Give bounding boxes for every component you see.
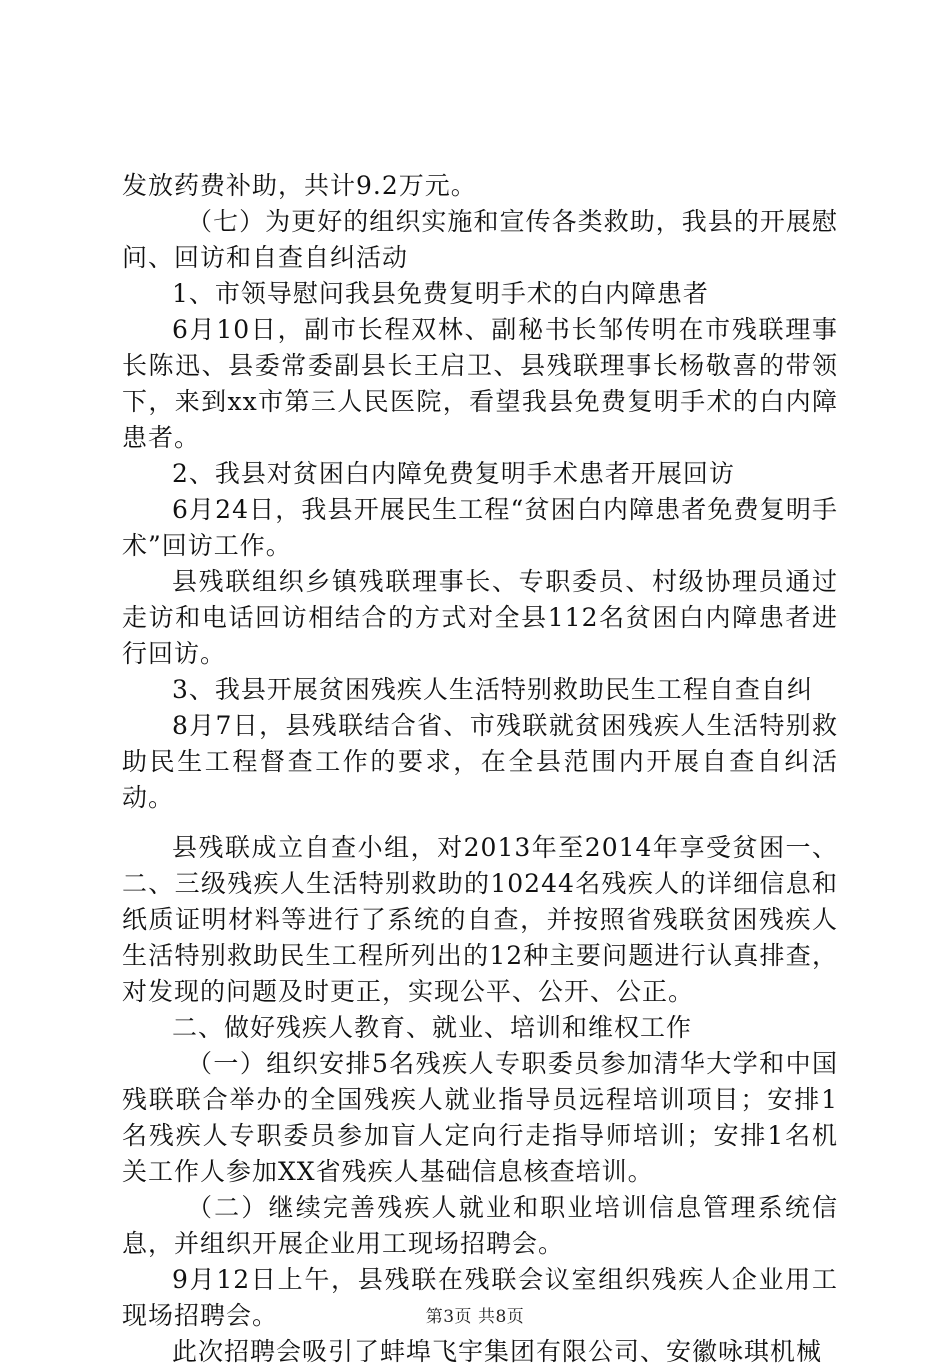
paragraph-item-1-body: 6月10日，副市长程双林、副秘书长邹传明在市残联理事长陈迅、县委常委副县长王启卫、县残联理事长杨敬喜的带领下，来到xx市第三人民医院，看望我县免费复明手术的白内障患者。 bbox=[122, 315, 838, 452]
document-body bbox=[122, 168, 838, 1370]
paragraph-section-two-heading: 二、做好残疾人教育、就业、培训和维权工作 bbox=[172, 1013, 693, 1042]
paragraph-subsection-two: （二）继续完善残疾人就业和职业培训信息管理系统信息，并组织开展企业用工现场招聘会。 bbox=[122, 1193, 838, 1258]
paragraph-self-check: 县残联成立自查小组，对2013年至2014年享受贫困一、二、三级残疾人生活特别救助的10244名残疾人的详细信息和纸质证明材料等进行了系统的自查，并按照省残联贫困残疾人生活特别救助民生工程所列出的12种主要问题进行认真排查，对发现的问题及时更正，实现公平、公开、公正。 bbox=[122, 833, 838, 1006]
paragraph-item-2-heading: 2、我县对贫困白内障免费复明手术患者开展回访 bbox=[172, 459, 735, 488]
paragraph-item-3-heading: 3、我县开展贫困残疾人生活特别救助民生工程自查自纠 bbox=[172, 675, 813, 704]
paragraph-item-2-detail: 县残联组织乡镇残联理事长、专职委员、村级协理员通过走访和电话回访相结合的方式对全县112名贫困白内障患者进行回访。 bbox=[122, 567, 838, 668]
page-number-footer: 第3页 共8页 bbox=[425, 1307, 525, 1327]
paragraph-item-1-heading: 1、市领导慰问我县免费复明手术的白内障患者 bbox=[172, 279, 709, 308]
paragraph-job-fair-detail: 此次招聘会吸引了蚌埠飞宇集团有限公司、安徽咏琪机械 bbox=[172, 1337, 823, 1366]
paragraph-continuation: 发放药费补助，共计9.2万元。 bbox=[122, 171, 477, 200]
paragraph-gap bbox=[122, 816, 838, 830]
paragraph-section-seven: （七）为更好的组织实施和宣传各类救助，我县的开展慰问、回访和自查自纠活动 bbox=[122, 207, 838, 272]
paragraph-item-3-body: 8月7日，县残联结合省、市残联就贫困残疾人生活特别救助民生工程督查工作的要求，在全县范围内开展自查自纠活动。 bbox=[122, 711, 838, 812]
paragraph-item-2-body: 6月24日，我县开展民生工程“贫困白内障患者免费复明手术”回访工作。 bbox=[122, 495, 838, 560]
paragraph-job-fair: 9月12日上午，县残联在残联会议室组织残疾人企业用工现场招聘会。 bbox=[122, 1265, 838, 1330]
paragraph-subsection-one: （一）组织安排5名残疾人专职委员参加清华大学和中国残联联合举办的全国残疾人就业指导员远程培训项目；安排1名残疾人专职委员参加盲人定向行走指导师培训；安排1名机关工作人参加XX省残疾人基础信息核查培训。 bbox=[122, 1049, 838, 1186]
